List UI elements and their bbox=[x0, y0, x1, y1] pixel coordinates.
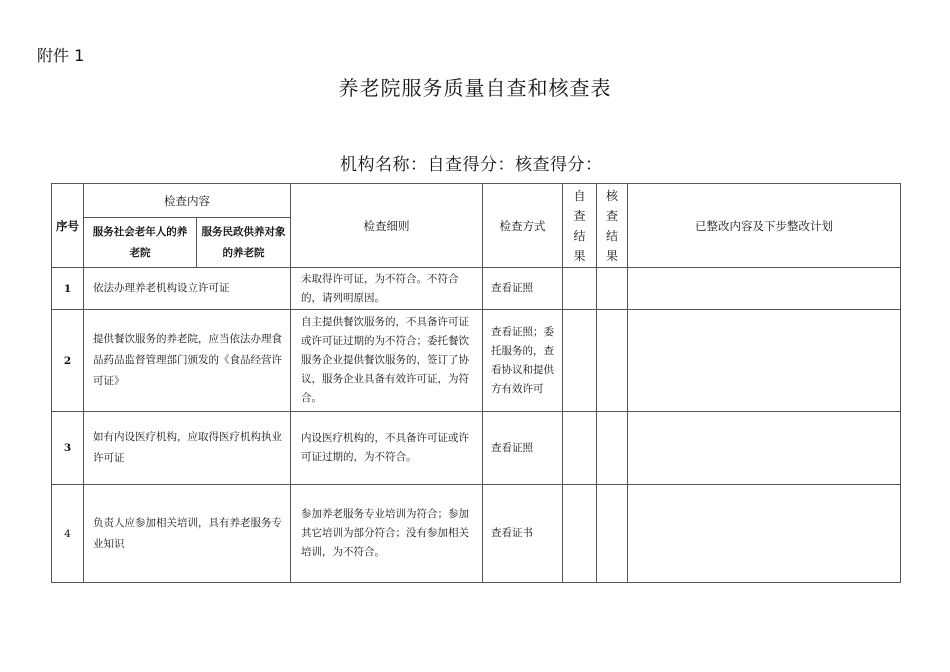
attachment-label: 附件 1 bbox=[37, 46, 85, 65]
row-plan[interactable] bbox=[628, 268, 901, 310]
header-plan: 已整改内容及下步整改计划 bbox=[628, 184, 901, 268]
row-rule: 参加养老服务专业培训为符合；参加其它培训为部分符合；没有参加相关培训，为不符合。 bbox=[291, 485, 483, 583]
row-rule: 未取得许可证，为不符合。不符合的，请列明原因。 bbox=[291, 268, 483, 310]
header-rule: 检查细则 bbox=[291, 184, 483, 268]
row-self-result[interactable] bbox=[563, 485, 597, 583]
row-content: 提供餐饮服务的养老院，应当依法办理食品药品监督管理部门颁发的《食品经营许可证》 bbox=[84, 310, 291, 412]
table-row bbox=[52, 485, 901, 583]
header-content-social: 服务社会老年人的养老院 bbox=[84, 218, 197, 268]
table-row bbox=[52, 268, 901, 310]
row-verify-result[interactable] bbox=[597, 268, 628, 310]
table-row bbox=[52, 412, 901, 485]
row-plan[interactable] bbox=[628, 485, 901, 583]
header-method: 检查方式 bbox=[483, 184, 563, 268]
row-self-result[interactable] bbox=[563, 412, 597, 485]
row-number: 1 bbox=[52, 268, 84, 310]
row-content: 如有内设医疗机构，应取得医疗机构执业许可证 bbox=[84, 412, 291, 485]
header-self-result: 自查结果 bbox=[563, 184, 597, 268]
row-verify-result[interactable] bbox=[597, 310, 628, 412]
row-rule: 内设医疗机构的，不具备许可证或许可证过期的，为不符合。 bbox=[291, 412, 483, 485]
header-seq: 序号 bbox=[52, 184, 84, 268]
row-plan[interactable] bbox=[628, 310, 901, 412]
row-content: 负责人应参加相关培训，具有养老服务专业知识 bbox=[84, 485, 291, 583]
row-content: 依法办理养老机构设立许可证 bbox=[84, 268, 291, 310]
row-method: 查看证照 bbox=[483, 268, 563, 310]
header-content: 检查内容 bbox=[84, 184, 291, 218]
row-number: 3 bbox=[52, 412, 84, 485]
row-self-result[interactable] bbox=[563, 268, 597, 310]
row-plan[interactable] bbox=[628, 412, 901, 485]
row-rule: 自主提供餐饮服务的，不具备许可证或许可证过期的为不符合；委托餐饮服务企业提供餐饮服务的，签订了协议，服务企业具备有效许可证，为符合。 bbox=[291, 310, 483, 412]
table-header-row bbox=[52, 184, 901, 218]
row-verify-result[interactable] bbox=[597, 485, 628, 583]
row-number: 4 bbox=[52, 485, 84, 583]
row-method: 查看证照 bbox=[483, 412, 563, 485]
row-verify-result[interactable] bbox=[597, 412, 628, 485]
row-method: 查看证照；委托服务的，查看协议和提供方有效许可 bbox=[483, 310, 563, 412]
header-verify-result: 核查结果 bbox=[597, 184, 628, 268]
org-score-line: 机构名称：自查得分：核查得分： bbox=[340, 155, 603, 175]
row-number: 2 bbox=[52, 310, 84, 412]
header-content-civil: 服务民政供养对象的养老院 bbox=[197, 218, 291, 268]
checklist-table bbox=[51, 183, 901, 583]
table-row bbox=[52, 310, 901, 412]
document-title: 养老院服务质量自查和核查表 bbox=[338, 76, 612, 100]
row-self-result[interactable] bbox=[563, 310, 597, 412]
row-method: 查看证书 bbox=[483, 485, 563, 583]
